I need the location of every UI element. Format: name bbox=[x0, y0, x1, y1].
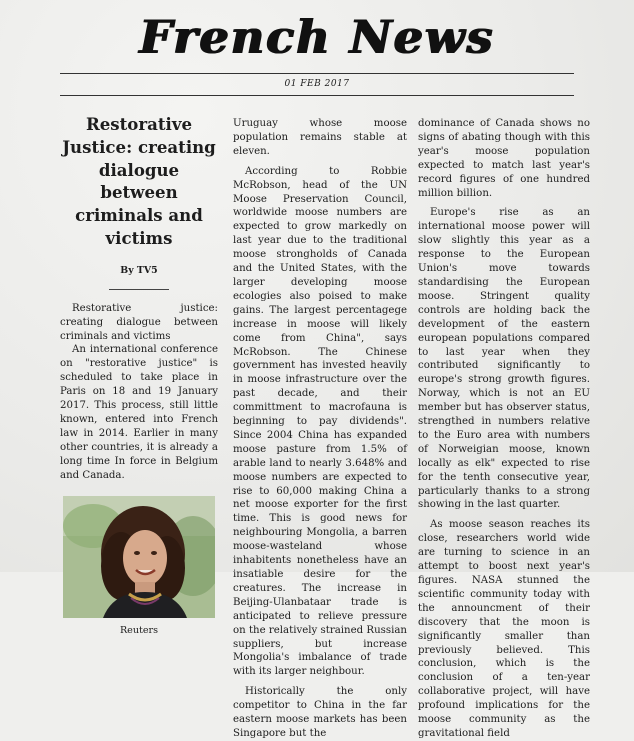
paragraph: According to Robbie McRobson, head of the UN Moose Preservation Council, worldwide moose numbers are expected to grow markedly on last year due to the traditional moose strongholds of Canada and the United States, with the larger developing moose ecologies also poised to make gains. The largest percentagege increase in moose will likely come from China", says McRobson. The Chinese government has invested heavily in moose infrastructure over the past decade, and their committment to macrofauna is beginning to pay dividends". Since 2004 China has expanded moose pasture from 1.5% of arable land to nearly 3.648% and moose numbers are expected to rise to 60,000 making China a net moose exporter for the first time. This is good news for neighbouring Mongolia, a barren moose-wasteland whose inhabitents nonetheless have an insatiable desire for the creatures. The increase in Beijing-Ulanbataar trade is anticipated to relieve pressure on the relatively strained Russian suppliers, but increase Mongolia's imbalance of trade with its larger neighbour. bbox=[233, 165, 407, 678]
column-3 bbox=[418, 117, 590, 741]
paragraph: Europe's rise as an international moose power will slow slightly this year as a response to the European Union's move towards standardising the European moose. Stringent quality controls are holding back the development of the eastern european populations compared to last year when they contributed significantly to europe's strong growth figures. Norway, which is not an EU member but has observer status, strengthed in numbers relative to the Euro area with numbers of Norweigian moose, known locally as elk" expected to rise for the tenth consecutive year, particularly thanks to a strong showing in the last quarter. bbox=[418, 207, 590, 511]
article-photo bbox=[63, 496, 215, 618]
byline-separator bbox=[109, 289, 169, 290]
article-headline: Restorative Justice: creating dialogue between criminals and victims bbox=[62, 114, 216, 248]
paragraph: dominance of Canada shows no signs of abating though with this year's moose population expected to match last year's record figures of one hundred million billion. bbox=[418, 118, 590, 199]
masthead: French News bbox=[139, 10, 495, 64]
paragraph: Uruguay whose moose population remains stable at eleven. bbox=[233, 118, 407, 157]
issue-date: 01 FEB 2017 bbox=[284, 79, 350, 89]
paragraph: Historically the only competitor to China in the far eastern moose markets has been Singapore but the bbox=[233, 686, 407, 739]
column-2 bbox=[233, 117, 407, 741]
portrait-image bbox=[63, 496, 215, 618]
bottom-rule bbox=[60, 95, 574, 96]
top-rule bbox=[60, 73, 574, 74]
paragraph: Restorative justice: creating dialogue between criminals and victims bbox=[60, 302, 218, 342]
byline: By TV5 bbox=[120, 264, 158, 276]
paragraph: As moose season reaches its close, researchers world wide are turning to science in an attempt to boost next year's figures. NASA stunned the scientific community today with the announcment of their discovery that the moon is significantly smaller than previously believed. This conclusion, which is the conclusion of a ten-year collaborative project, will have profound implications for the moose community as the gravitational field bbox=[418, 519, 590, 739]
photo-caption: Reuters bbox=[119, 625, 159, 637]
paragraph: An international conference on "restorative justice" is scheduled to take place in Paris on 18 and 19 January 2017. This process, still little known, entered into French law in 2014. Earlier in many other countries, it is already a long time In force in Belgium and Canada. bbox=[60, 344, 218, 481]
column-1 bbox=[60, 110, 218, 638]
